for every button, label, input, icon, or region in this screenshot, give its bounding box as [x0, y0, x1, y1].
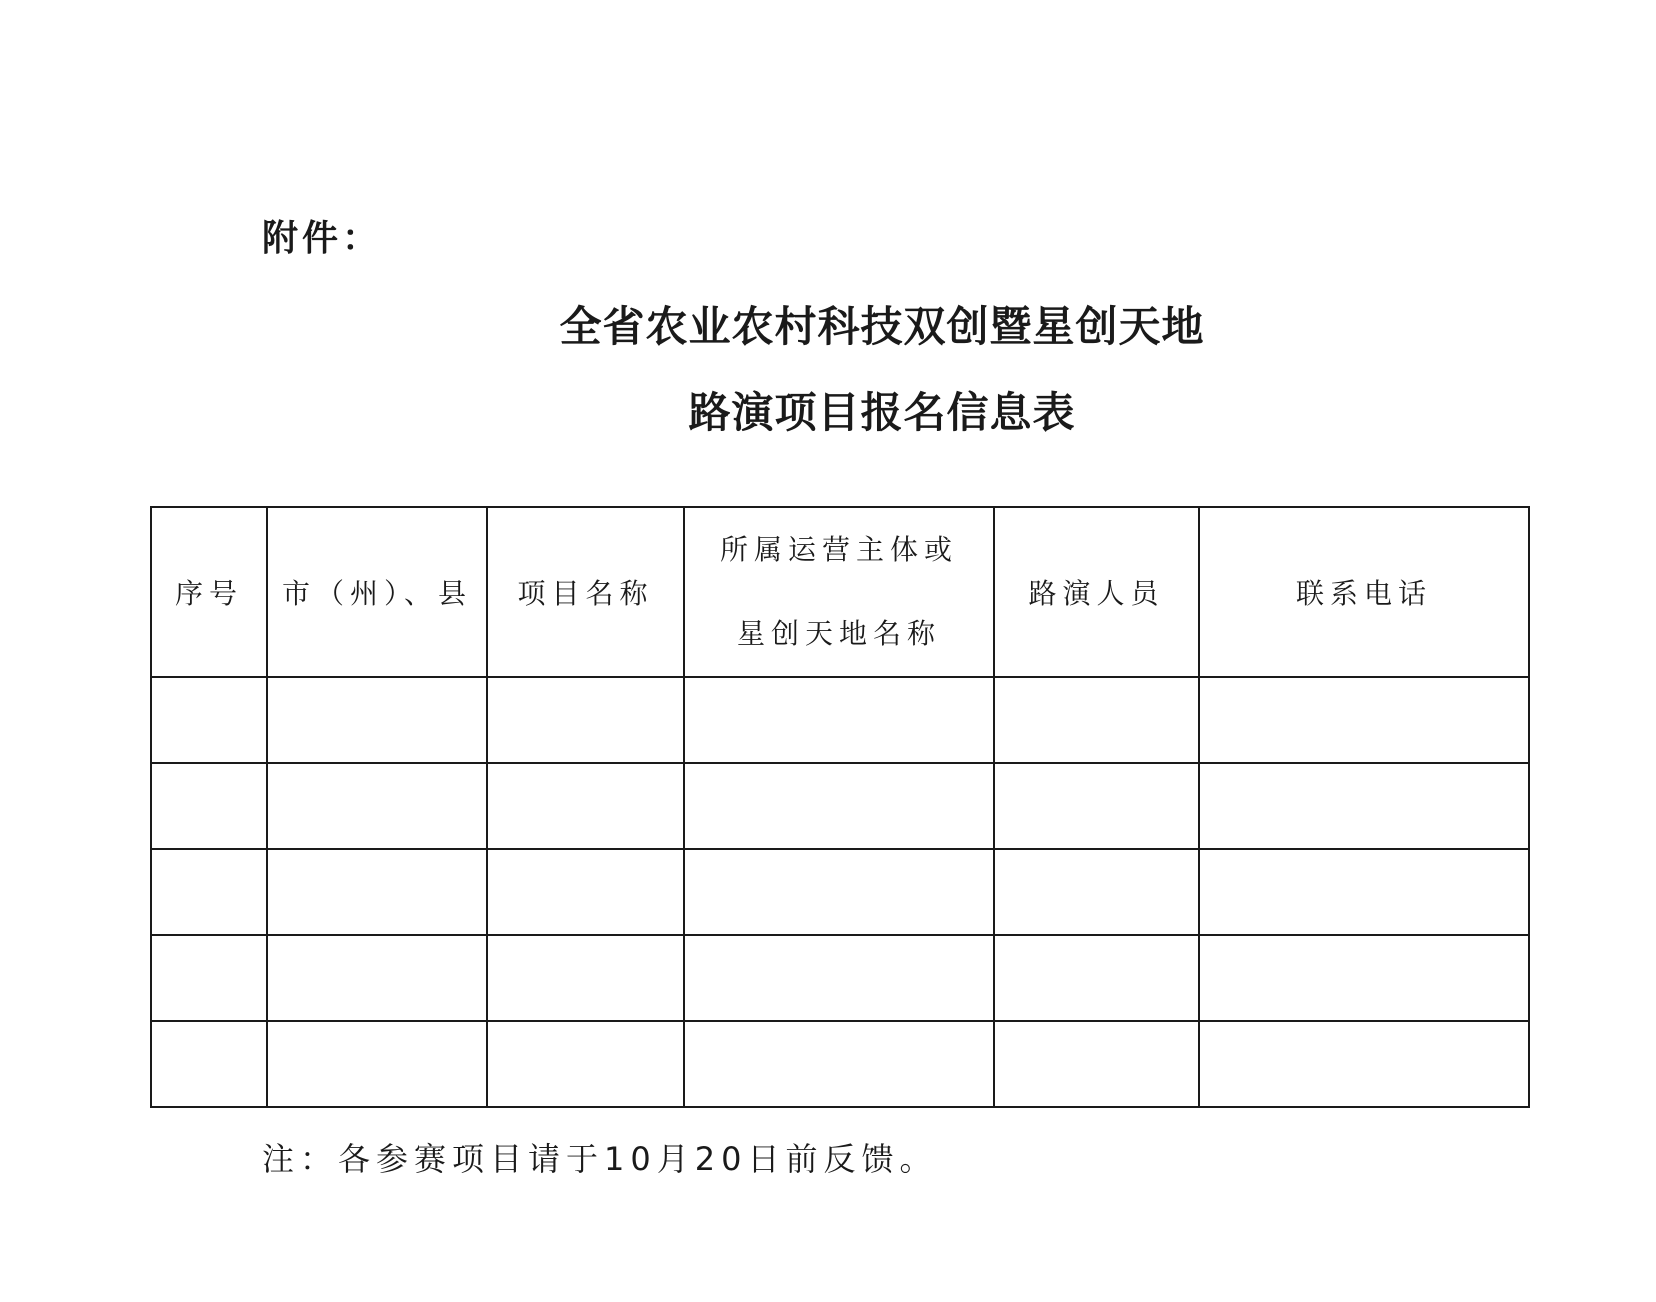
cell-project-name[interactable]	[487, 935, 684, 1021]
cell-serial[interactable]	[151, 677, 267, 763]
table-row	[151, 935, 1529, 1021]
cell-phone[interactable]	[1199, 1021, 1529, 1107]
cell-operator[interactable]	[684, 677, 994, 763]
table-row	[151, 849, 1529, 935]
header-phone: 联系电话	[1199, 507, 1529, 677]
cell-presenter[interactable]	[994, 849, 1199, 935]
cell-presenter[interactable]	[994, 677, 1199, 763]
header-operator	[684, 507, 994, 677]
header-project-name: 项目名称	[487, 507, 684, 677]
header-presenter: 路演人员	[994, 507, 1199, 677]
cell-phone[interactable]	[1199, 935, 1529, 1021]
cell-phone[interactable]	[1199, 677, 1529, 763]
cell-project-name[interactable]	[487, 677, 684, 763]
header-serial: 序号	[151, 507, 267, 677]
deadline-note: 注：各参赛项目请于10月20日前反馈。	[262, 1140, 938, 1178]
cell-presenter[interactable]	[994, 763, 1199, 849]
cell-presenter[interactable]	[994, 1021, 1199, 1107]
cell-region[interactable]	[267, 1021, 487, 1107]
title-line-2: 路演项目报名信息表	[688, 388, 1076, 437]
table-row	[151, 763, 1529, 849]
header-operator-line2: 星创天地名称	[736, 617, 941, 650]
registration-table	[150, 506, 1530, 1108]
cell-project-name[interactable]	[487, 849, 684, 935]
cell-operator[interactable]	[684, 849, 994, 935]
cell-region[interactable]	[267, 763, 487, 849]
cell-operator[interactable]	[684, 935, 994, 1021]
cell-phone[interactable]	[1199, 849, 1529, 935]
cell-serial[interactable]	[151, 763, 267, 849]
table-row	[151, 1021, 1529, 1107]
cell-serial[interactable]	[151, 1021, 267, 1107]
cell-phone[interactable]	[1199, 763, 1529, 849]
cell-presenter[interactable]	[994, 935, 1199, 1021]
cell-operator[interactable]	[684, 1021, 994, 1107]
cell-region[interactable]	[267, 935, 487, 1021]
header-region: 市（州）、县	[267, 507, 487, 677]
cell-region[interactable]	[267, 849, 487, 935]
cell-serial[interactable]	[151, 849, 267, 935]
cell-project-name[interactable]	[487, 763, 684, 849]
cell-project-name[interactable]	[487, 1021, 684, 1107]
table-header-row	[151, 507, 1529, 677]
attachment-label: 附件：	[262, 218, 383, 259]
cell-serial[interactable]	[151, 935, 267, 1021]
cell-region[interactable]	[267, 677, 487, 763]
header-operator-line1: 所属运营主体或	[719, 533, 958, 566]
title-line-1: 全省农业农村科技双创暨星创天地	[559, 302, 1205, 351]
cell-operator[interactable]	[684, 763, 994, 849]
table-row	[151, 677, 1529, 763]
